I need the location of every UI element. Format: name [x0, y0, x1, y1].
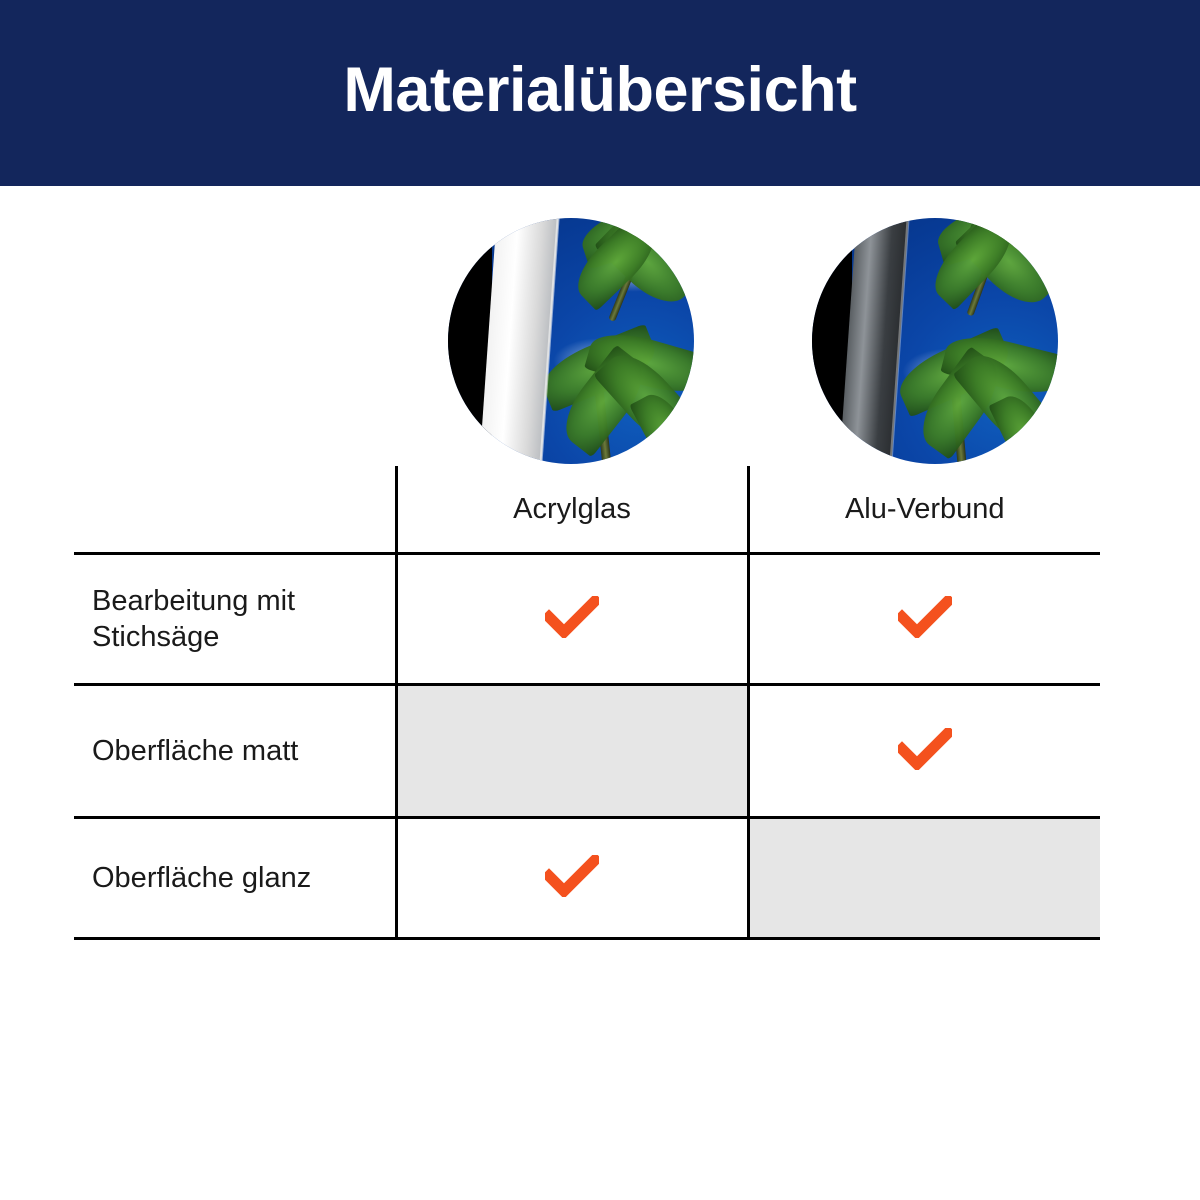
row-label-oberflaeche-glanz: Oberfläche glanz: [74, 818, 396, 939]
check-icon: [898, 596, 952, 638]
page-title: Materialübersicht: [343, 54, 857, 125]
row-label-oberflaeche-matt: Oberfläche matt: [74, 685, 396, 818]
page-header: [0, 0, 1200, 186]
table-row: [74, 818, 1100, 939]
palm-photo: [812, 218, 1058, 464]
table-row: [74, 685, 1100, 818]
cell-matt-acrylglas: [396, 685, 748, 818]
cell-glanz-alu-verbund: [748, 818, 1100, 939]
cell-bearbeitung-acrylglas: [396, 554, 748, 685]
check-icon: [545, 596, 599, 638]
table-header-row: [74, 466, 1100, 554]
acrylglas-sample: [448, 218, 694, 464]
check-icon: [545, 855, 599, 897]
table-row: [74, 554, 1100, 685]
palm-photo: [448, 218, 694, 464]
check-icon: [898, 728, 952, 770]
column-header-alu-verbund: Alu-Verbund: [748, 466, 1100, 554]
table-body: [74, 554, 1100, 939]
alu-verbund-sample: [812, 218, 1058, 464]
cell-glanz-acrylglas: [396, 818, 748, 939]
cell-matt-alu-verbund: [748, 685, 1100, 818]
table-corner-cell: [74, 466, 396, 554]
cell-bearbeitung-alu-verbund: [748, 554, 1100, 685]
column-header-acrylglas: Acrylglas: [396, 466, 748, 554]
material-samples: [0, 186, 1200, 466]
row-label-bearbeitung: Bearbeitung mit Stichsäge: [74, 554, 396, 685]
material-comparison-table: [0, 466, 1200, 940]
